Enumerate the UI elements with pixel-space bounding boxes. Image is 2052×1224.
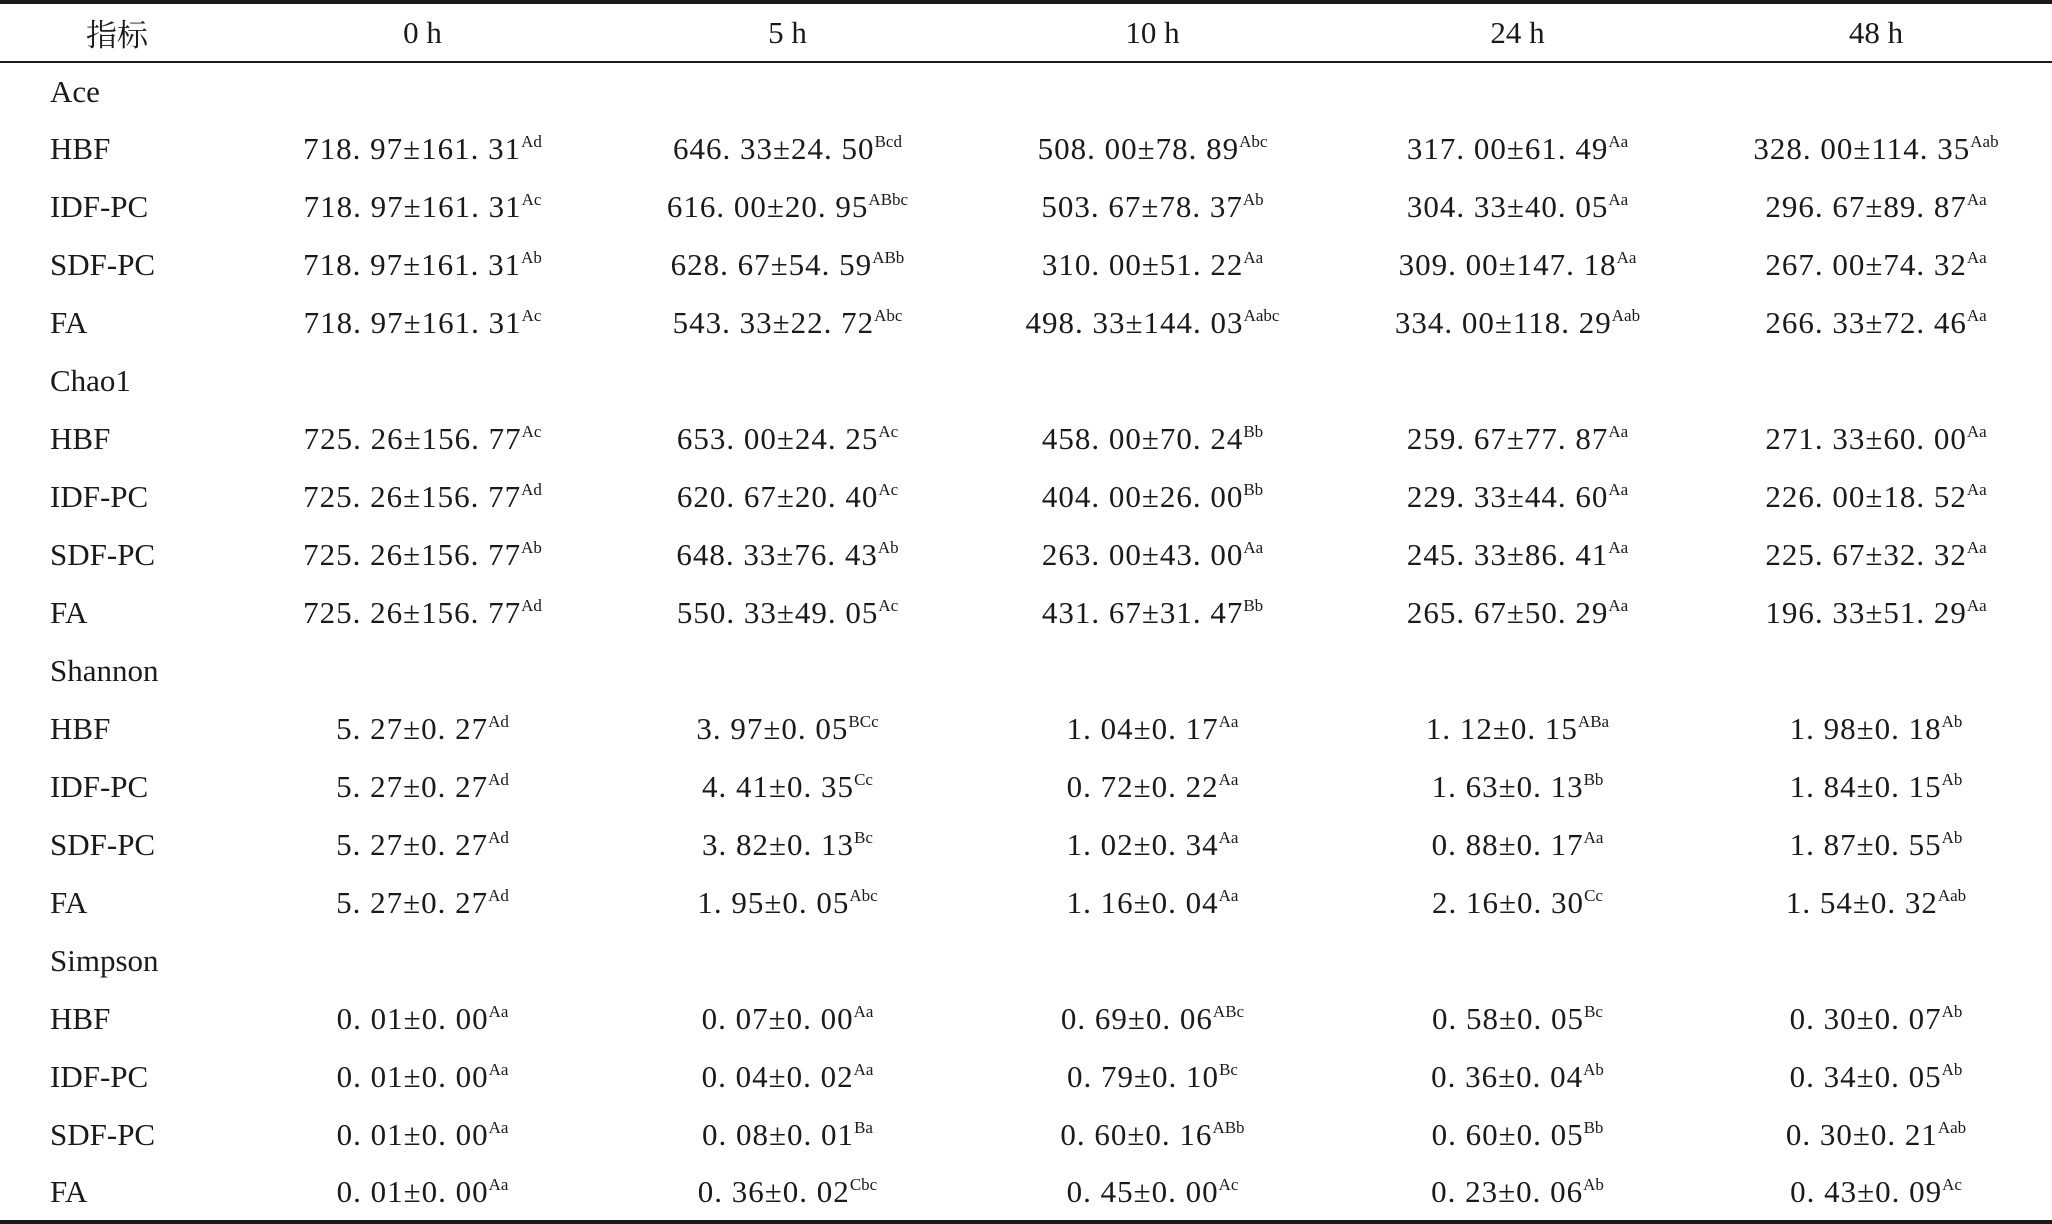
mean-sd-value: 0. 01±0. 00 <box>336 1059 489 1094</box>
value-cell <box>240 410 605 468</box>
mean-sd-value: 0. 60±0. 05 <box>1431 1117 1584 1152</box>
value-cell <box>970 700 1335 758</box>
mean-sd-value: 265. 67±50. 29 <box>1406 595 1609 630</box>
significance-letters: Aa <box>488 1060 509 1079</box>
mean-sd-value: 0. 01±0. 00 <box>336 1117 489 1152</box>
mean-sd-value: 0. 34±0. 05 <box>1789 1059 1942 1094</box>
row-label: IDF-PC <box>50 189 149 224</box>
mean-sd-value: 653. 00±24. 25 <box>676 421 879 456</box>
value-cell <box>240 1164 605 1222</box>
table-row <box>0 120 2052 178</box>
value-cell <box>970 816 1335 874</box>
mean-sd-value: 226. 00±18. 52 <box>1765 479 1967 514</box>
mean-sd-value: 503. 67±78. 37 <box>1041 189 1243 224</box>
significance-letters: Ab <box>1941 828 1963 847</box>
table-row <box>0 758 2052 816</box>
significance-letters: Abc <box>874 306 903 325</box>
mean-sd-value: 304. 33±40. 05 <box>1406 189 1609 224</box>
mean-sd-value: 263. 00±43. 00 <box>1041 537 1244 572</box>
significance-letters: Aa <box>1218 712 1239 731</box>
row-label: SDF-PC <box>50 1117 156 1152</box>
header-5h: 5 h <box>605 2 970 62</box>
mean-sd-value: 225. 67±32. 32 <box>1765 537 1967 572</box>
group-row <box>0 932 2052 990</box>
row-label: IDF-PC <box>50 479 149 514</box>
mean-sd-value: 1. 84±0. 15 <box>1789 769 1942 804</box>
mean-sd-value: 259. 67±77. 87 <box>1406 421 1609 456</box>
value-cell <box>970 120 1335 178</box>
mean-sd-value: 458. 00±70. 24 <box>1041 421 1244 456</box>
significance-letters: Aa <box>853 1002 874 1021</box>
mean-sd-value: 309. 00±147. 18 <box>1398 247 1617 282</box>
significance-letters: Aa <box>1966 248 1987 267</box>
value-cell <box>605 526 970 584</box>
significance-letters: ABb <box>872 248 905 267</box>
group-row <box>0 352 2052 410</box>
value-cell <box>970 236 1335 294</box>
value-cell <box>1335 1164 1700 1222</box>
mean-sd-value: 0. 01±0. 00 <box>336 1001 489 1036</box>
significance-letters: Aa <box>1966 480 1987 499</box>
significance-letters: Bb <box>1243 422 1264 441</box>
row-label: SDF-PC <box>50 247 156 282</box>
mean-sd-value: 1. 95±0. 05 <box>697 885 850 920</box>
value-cell <box>605 1164 970 1222</box>
row-label: FA <box>50 595 88 630</box>
mean-sd-value: 725. 26±156. 77 <box>303 537 522 572</box>
mean-sd-value: 620. 67±20. 40 <box>676 479 879 514</box>
mean-sd-value: 0. 60±0. 16 <box>1060 1117 1213 1152</box>
significance-letters: Ad <box>488 712 509 731</box>
significance-letters: Aa <box>1966 422 1987 441</box>
table-row <box>0 816 2052 874</box>
value-cell <box>240 990 605 1048</box>
value-cell <box>1700 1164 2052 1222</box>
value-cell <box>605 758 970 816</box>
significance-letters: Ab <box>521 538 542 557</box>
significance-letters: ABc <box>1212 1002 1245 1021</box>
mean-sd-value: 1. 63±0. 13 <box>1431 769 1584 804</box>
mean-sd-value: 0. 58±0. 05 <box>1432 1001 1585 1036</box>
value-cell <box>1700 990 2052 1048</box>
significance-letters: Aa <box>853 1060 874 1079</box>
significance-letters: Ac <box>521 306 542 325</box>
table-row <box>0 410 2052 468</box>
significance-letters: Ac <box>878 596 899 615</box>
table-row <box>0 468 2052 526</box>
significance-letters: Bc <box>854 828 873 847</box>
value-cell <box>1335 874 1700 932</box>
significance-letters: Aa <box>1243 248 1264 267</box>
value-cell <box>605 700 970 758</box>
header-48h: 48 h <box>1700 2 2052 62</box>
value-cell <box>1700 294 2052 352</box>
significance-letters: Aa <box>1616 248 1637 267</box>
table-row <box>0 178 2052 236</box>
value-cell <box>1700 584 2052 642</box>
mean-sd-value: 4. 41±0. 35 <box>702 769 855 804</box>
group-row <box>0 62 2052 120</box>
significance-letters: Ad <box>521 596 542 615</box>
value-cell <box>970 874 1335 932</box>
row-label: HBF <box>50 421 111 456</box>
mean-sd-value: 431. 67±31. 47 <box>1041 595 1244 630</box>
value-cell <box>240 874 605 932</box>
significance-letters: Ab <box>877 538 899 557</box>
row-label: FA <box>50 305 88 340</box>
mean-sd-value: 0. 43±0. 09 <box>1790 1174 1943 1209</box>
value-cell <box>1700 468 2052 526</box>
significance-letters: Ab <box>1941 712 1963 731</box>
value-cell <box>605 1048 970 1106</box>
value-cell <box>1335 758 1700 816</box>
significance-letters: Ad <box>521 480 542 499</box>
significance-letters: Ad <box>488 770 509 789</box>
mean-sd-value: 1. 98±0. 18 <box>1789 711 1942 746</box>
significance-letters: Ab <box>1941 770 1963 789</box>
mean-sd-value: 1. 04±0. 17 <box>1066 711 1219 746</box>
significance-letters: Bc <box>1219 1060 1238 1079</box>
mean-sd-value: 0. 30±0. 07 <box>1789 1001 1942 1036</box>
row-label: FA <box>50 885 88 920</box>
value-cell <box>605 990 970 1048</box>
significance-letters: Cc <box>1584 886 1603 905</box>
mean-sd-value: 648. 33±76. 43 <box>676 537 878 572</box>
value-cell <box>1335 294 1700 352</box>
significance-letters: Ac <box>521 422 542 441</box>
table-row <box>0 700 2052 758</box>
significance-letters: Ba <box>854 1118 873 1137</box>
table-row <box>0 874 2052 932</box>
value-cell <box>605 816 970 874</box>
row-label: IDF-PC <box>50 769 149 804</box>
mean-sd-value: 498. 33±144. 03 <box>1025 305 1244 340</box>
mean-sd-value: 0. 72±0. 22 <box>1066 769 1219 804</box>
value-cell <box>240 1106 605 1164</box>
significance-letters: Bb <box>1583 770 1604 789</box>
mean-sd-value: 5. 27±0. 27 <box>336 769 489 804</box>
significance-letters: Aa <box>1608 422 1629 441</box>
value-cell <box>970 410 1335 468</box>
value-cell <box>970 758 1335 816</box>
significance-letters: Ab <box>521 248 542 267</box>
row-label: SDF-PC <box>50 827 156 862</box>
table-row <box>0 1164 2052 1222</box>
significance-letters: Ab <box>1941 1002 1963 1021</box>
value-cell <box>605 584 970 642</box>
table-row <box>0 1106 2052 1164</box>
value-cell <box>1335 236 1700 294</box>
significance-letters: Aa <box>488 1002 509 1021</box>
significance-letters: Abc <box>1239 132 1268 151</box>
significance-letters: Aa <box>488 1118 509 1137</box>
significance-letters: Aa <box>1243 538 1264 557</box>
significance-letters: Aa <box>1966 190 1987 209</box>
significance-letters: Ad <box>521 132 542 151</box>
significance-letters: Ad <box>488 828 509 847</box>
value-cell <box>970 1106 1335 1164</box>
significance-letters: Aabc <box>1243 306 1280 325</box>
significance-letters: Ad <box>488 886 509 905</box>
header-row <box>0 2 2052 62</box>
mean-sd-value: 508. 00±78. 89 <box>1037 131 1240 166</box>
significance-letters: Aa <box>1966 596 1987 615</box>
significance-letters: Aa <box>1218 828 1239 847</box>
mean-sd-value: 0. 36±0. 02 <box>697 1174 850 1209</box>
value-cell <box>240 584 605 642</box>
mean-sd-value: 0. 01±0. 00 <box>336 1174 489 1209</box>
row-label: SDF-PC <box>50 537 156 572</box>
mean-sd-value: 404. 00±26. 00 <box>1041 479 1244 514</box>
value-cell <box>605 178 970 236</box>
significance-letters: Ab <box>1941 1060 1963 1079</box>
value-cell <box>605 294 970 352</box>
value-cell <box>605 410 970 468</box>
mean-sd-value: 245. 33±86. 41 <box>1406 537 1609 572</box>
significance-letters: Aa <box>1583 828 1604 847</box>
value-cell <box>970 1164 1335 1222</box>
value-cell <box>240 758 605 816</box>
significance-letters: Aa <box>1966 306 1987 325</box>
significance-letters: Ab <box>1583 1175 1604 1194</box>
mean-sd-value: 5. 27±0. 27 <box>336 885 489 920</box>
value-cell <box>1335 584 1700 642</box>
value-cell <box>1335 468 1700 526</box>
value-cell <box>1700 700 2052 758</box>
mean-sd-value: 1. 12±0. 15 <box>1425 711 1578 746</box>
mean-sd-value: 0. 08±0. 01 <box>702 1117 855 1152</box>
mean-sd-value: 5. 27±0. 27 <box>336 711 489 746</box>
mean-sd-value: 334. 00±118. 29 <box>1394 305 1612 340</box>
value-cell <box>970 584 1335 642</box>
row-label: HBF <box>50 131 111 166</box>
mean-sd-value: 3. 97±0. 05 <box>696 711 849 746</box>
value-cell <box>1700 816 2052 874</box>
value-cell <box>970 1048 1335 1106</box>
value-cell <box>1335 526 1700 584</box>
mean-sd-value: 725. 26±156. 77 <box>303 595 522 630</box>
value-cell <box>1335 816 1700 874</box>
value-cell <box>605 236 970 294</box>
mean-sd-value: 0. 45±0. 00 <box>1066 1174 1219 1209</box>
value-cell <box>240 526 605 584</box>
significance-letters: Aa <box>1608 190 1629 209</box>
value-cell <box>1700 236 2052 294</box>
header-10h: 10 h <box>970 2 1335 62</box>
mean-sd-value: 0. 88±0. 17 <box>1431 827 1584 862</box>
header-24h: 24 h <box>1335 2 1700 62</box>
significance-letters: Abc <box>849 886 878 905</box>
significance-letters: Aa <box>1608 538 1629 557</box>
significance-letters: Aa <box>1608 132 1629 151</box>
significance-letters: Aa <box>1608 480 1629 499</box>
mean-sd-value: 718. 97±161. 31 <box>303 247 522 282</box>
value-cell <box>1335 410 1700 468</box>
value-cell <box>970 468 1335 526</box>
mean-sd-value: 5. 27±0. 27 <box>336 827 489 862</box>
significance-letters: ABbc <box>868 190 909 209</box>
value-cell <box>240 236 605 294</box>
significance-letters: Bcd <box>874 132 902 151</box>
mean-sd-value: 725. 26±156. 77 <box>303 479 522 514</box>
value-cell <box>240 120 605 178</box>
table-row <box>0 990 2052 1048</box>
mean-sd-value: 550. 33±49. 05 <box>676 595 879 630</box>
mean-sd-value: 229. 33±44. 60 <box>1406 479 1609 514</box>
significance-letters: Ab <box>1242 190 1264 209</box>
mean-sd-value: 1. 54±0. 32 <box>1785 885 1938 920</box>
mean-sd-value: 317. 00±61. 49 <box>1406 131 1609 166</box>
significance-letters: BCc <box>848 712 879 731</box>
group-label: Chao1 <box>50 363 131 398</box>
table-row <box>0 584 2052 642</box>
value-cell <box>1335 700 1700 758</box>
mean-sd-value: 543. 33±22. 72 <box>672 305 875 340</box>
significance-letters: Aab <box>1611 306 1641 325</box>
significance-letters: Aa <box>1218 770 1239 789</box>
mean-sd-value: 725. 26±156. 77 <box>303 421 522 456</box>
value-cell <box>240 178 605 236</box>
significance-letters: Aa <box>1608 596 1629 615</box>
value-cell <box>240 816 605 874</box>
mean-sd-value: 3. 82±0. 13 <box>702 827 855 862</box>
mean-sd-value: 310. 00±51. 22 <box>1041 247 1244 282</box>
row-label: HBF <box>50 711 111 746</box>
significance-letters: Aa <box>488 1175 509 1194</box>
value-cell <box>970 294 1335 352</box>
value-cell <box>1335 120 1700 178</box>
header-indicator: 指标 <box>0 2 240 62</box>
value-cell <box>1700 1048 2052 1106</box>
header-0h: 0 h <box>240 2 605 62</box>
significance-letters: ABa <box>1577 712 1610 731</box>
significance-letters: Bb <box>1243 596 1264 615</box>
significance-letters: Aa <box>1218 886 1239 905</box>
mean-sd-value: 646. 33±24. 50 <box>673 131 875 166</box>
mean-sd-value: 328. 00±114. 35 <box>1753 131 1971 166</box>
significance-letters: Bb <box>1583 1118 1604 1137</box>
row-label: HBF <box>50 1001 111 1036</box>
mean-sd-value: 0. 36±0. 04 <box>1431 1059 1584 1094</box>
value-cell <box>1700 178 2052 236</box>
value-cell <box>1335 178 1700 236</box>
group-row <box>0 642 2052 700</box>
significance-letters: Ac <box>878 480 899 499</box>
significance-letters: Bb <box>1243 480 1264 499</box>
row-label: IDF-PC <box>50 1059 149 1094</box>
mean-sd-value: 1. 16±0. 04 <box>1066 885 1219 920</box>
significance-letters: Aab <box>1937 886 1967 905</box>
mean-sd-value: 628. 67±54. 59 <box>670 247 873 282</box>
value-cell <box>1335 1048 1700 1106</box>
significance-letters: Cbc <box>849 1175 878 1194</box>
table-row <box>0 526 2052 584</box>
mean-sd-value: 196. 33±51. 29 <box>1765 595 1967 630</box>
significance-letters: Ac <box>521 190 542 209</box>
significance-letters: Ab <box>1583 1060 1604 1079</box>
significance-letters: Ac <box>1942 1175 1962 1194</box>
mean-sd-value: 0. 23±0. 06 <box>1431 1174 1584 1209</box>
table-row <box>0 236 2052 294</box>
value-cell <box>970 526 1335 584</box>
significance-letters: Ac <box>878 422 899 441</box>
value-cell <box>1700 526 2052 584</box>
significance-letters: Aa <box>1966 538 1987 557</box>
value-cell <box>240 700 605 758</box>
value-cell <box>605 120 970 178</box>
group-label: Shannon <box>50 653 159 688</box>
significance-letters: Ac <box>1218 1175 1239 1194</box>
mean-sd-value: 0. 30±0. 21 <box>1785 1117 1938 1152</box>
value-cell <box>1335 990 1700 1048</box>
mean-sd-value: 718. 97±161. 31 <box>303 131 522 166</box>
value-cell <box>605 468 970 526</box>
significance-letters: Aab <box>1937 1118 1967 1137</box>
table-row <box>0 1048 2052 1106</box>
value-cell <box>240 294 605 352</box>
value-cell <box>970 990 1335 1048</box>
value-cell <box>1700 1106 2052 1164</box>
mean-sd-value: 718. 97±161. 31 <box>303 189 522 224</box>
value-cell <box>605 1106 970 1164</box>
value-cell <box>240 1048 605 1106</box>
group-label: Simpson <box>50 943 159 978</box>
table-header <box>0 2 2052 62</box>
row-label: FA <box>0 1164 240 1222</box>
value-cell <box>1700 410 2052 468</box>
value-cell <box>605 874 970 932</box>
value-cell <box>240 468 605 526</box>
significance-letters: Aab <box>1970 132 1999 151</box>
mean-sd-value: 0. 79±0. 10 <box>1067 1059 1220 1094</box>
mean-sd-value: 1. 02±0. 34 <box>1066 827 1219 862</box>
mean-sd-value: 0. 04±0. 02 <box>701 1059 854 1094</box>
mean-sd-value: 267. 00±74. 32 <box>1765 247 1967 282</box>
mean-sd-value: 266. 33±72. 46 <box>1765 305 1967 340</box>
mean-sd-value: 616. 00±20. 95 <box>666 189 869 224</box>
significance-letters: Cc <box>854 770 873 789</box>
table-row <box>0 294 2052 352</box>
table-body <box>0 62 2052 1222</box>
value-cell <box>970 178 1335 236</box>
mean-sd-value: 1. 87±0. 55 <box>1789 827 1942 862</box>
value-cell <box>1700 874 2052 932</box>
value-cell <box>1335 1106 1700 1164</box>
group-label: Ace <box>50 73 100 109</box>
mean-sd-value: 296. 67±89. 87 <box>1765 189 1967 224</box>
value-cell <box>1700 120 2052 178</box>
mean-sd-value: 271. 33±60. 00 <box>1765 421 1967 456</box>
mean-sd-value: 0. 07±0. 00 <box>701 1001 854 1036</box>
mean-sd-value: 718. 97±161. 31 <box>303 305 522 340</box>
mean-sd-value: 0. 69±0. 06 <box>1060 1001 1213 1036</box>
mean-sd-value: 2. 16±0. 30 <box>1432 885 1585 920</box>
significance-letters: Bc <box>1584 1002 1603 1021</box>
significance-letters: ABb <box>1212 1118 1245 1137</box>
value-cell <box>1700 758 2052 816</box>
